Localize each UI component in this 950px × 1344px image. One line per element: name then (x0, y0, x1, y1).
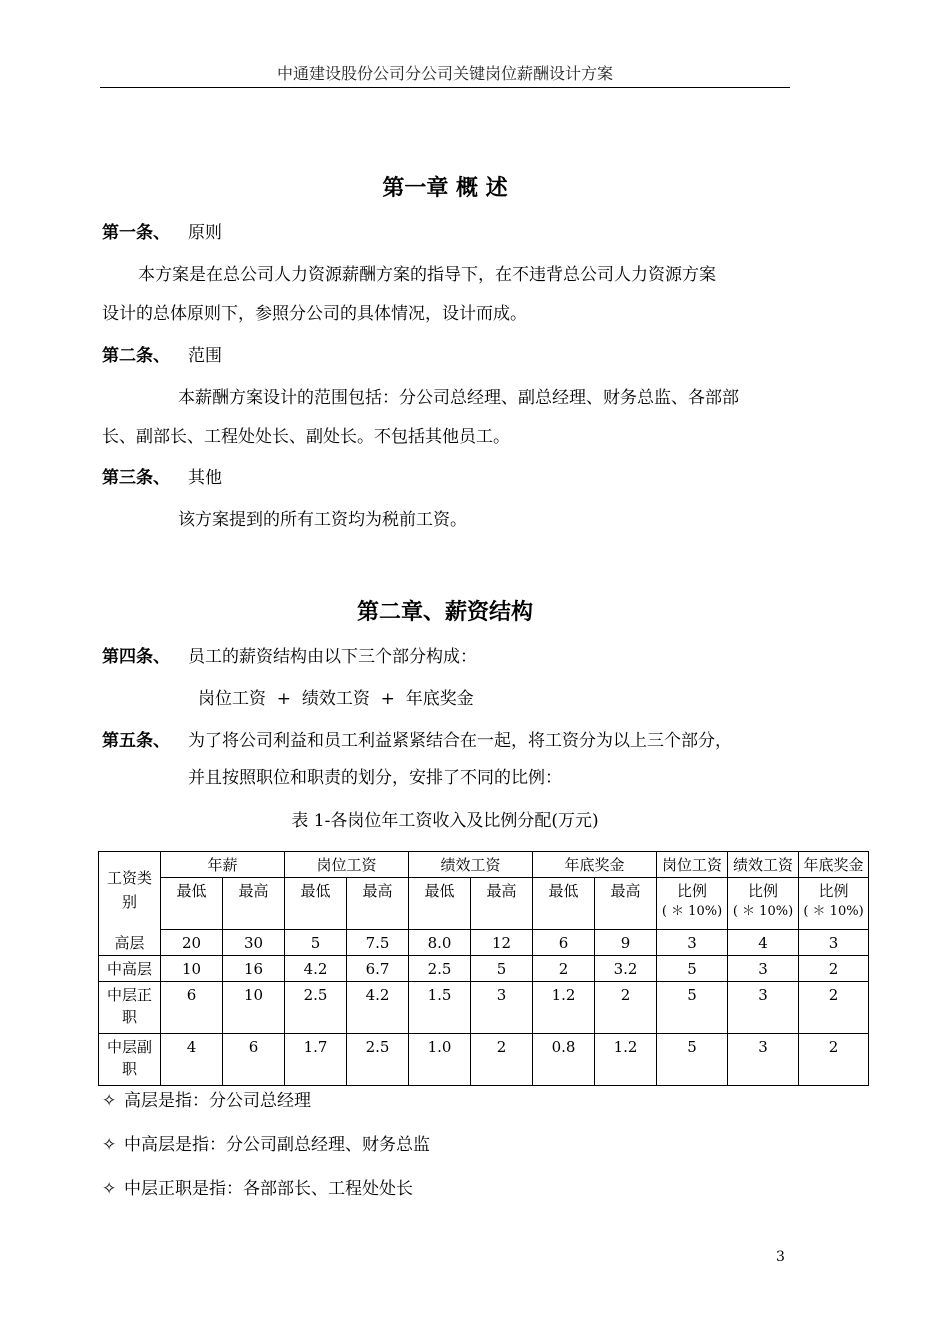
salary-formula: 岗位工资 + 绩效工资 + 年底奖金 (198, 689, 474, 709)
header-max: 最高 (595, 878, 657, 930)
table-cell: 5 (471, 956, 533, 982)
table-row (99, 930, 869, 956)
row-category-text: 中高层 (106, 960, 152, 978)
article2-label: 第二条、 (102, 346, 170, 366)
row-category (99, 956, 161, 982)
ratio-label: 比例 (818, 882, 849, 900)
table-cell: 5 (657, 982, 728, 1034)
table-cell: 10 (223, 982, 285, 1034)
article2-line2: 长、副部长、工程处处长、副处长。不包括其他员工。 (102, 427, 510, 447)
table-cell: 2 (595, 982, 657, 1034)
table-cell: 10 (161, 956, 223, 982)
ratio-label: 比例 (747, 882, 778, 900)
row-category-text: 中层正 (106, 986, 152, 1004)
article5-line1: 为了将公司利益和员工利益紧紧结合在一起，将工资分为以上三个部分， (188, 731, 732, 751)
article3-label: 第三条、 (102, 468, 170, 488)
table-cell: 5 (657, 1034, 728, 1086)
note-item (102, 1178, 413, 1200)
header-max: 最高 (347, 878, 409, 930)
table-cell: 3 (728, 982, 799, 1034)
note-item (102, 1134, 430, 1156)
diamond-bullet-icon: ✧ (102, 1135, 117, 1155)
table-cell: 6 (161, 982, 223, 1034)
header-ratio (657, 878, 728, 930)
article3-line1: 该方案提到的所有工资均为税前工资。 (178, 510, 467, 530)
header-rule (100, 87, 790, 88)
table-row (99, 982, 869, 1034)
table-cell: 4 (728, 930, 799, 956)
header-year-end-bonus: 年底奖金 (533, 852, 657, 878)
table-cell: 2.5 (347, 1034, 409, 1086)
table-cell: 9 (595, 930, 657, 956)
ratio-label: 比例 (676, 882, 707, 900)
row-category-text: 职 (121, 1060, 137, 1078)
header-performance-ratio: 绩效工资 (728, 852, 799, 878)
table-cell: 4.2 (347, 982, 409, 1034)
table-cell: 2.5 (409, 956, 471, 982)
header-max: 最高 (471, 878, 533, 930)
header-position-salary: 岗位工资 (285, 852, 409, 878)
article3-heading (102, 467, 222, 489)
table-cell: 5 (657, 956, 728, 982)
ratio-unit: ( ＊ 10%) (661, 904, 723, 919)
table-cell: 2 (471, 1034, 533, 1086)
row-category (99, 1034, 161, 1086)
article4-text: 员工的薪资结构由以下三个部分构成： (188, 647, 477, 667)
table-row (99, 1034, 869, 1086)
header-performance-salary: 绩效工资 (409, 852, 533, 878)
header-category-line1: 工资类 (106, 869, 152, 887)
table-caption: 表 1-各岗位年工资收入及比例分配(万元) (291, 811, 599, 831)
table-cell: 3.2 (595, 956, 657, 982)
table-header-row-2 (99, 878, 869, 930)
article1-label: 第一条、 (102, 223, 170, 243)
table-cell: 0.8 (533, 1034, 595, 1086)
note-text: 高层是指：分公司总经理 (124, 1091, 311, 1111)
running-header: 中通建设股份公司分公司关键岗位薪酬设计方案 (276, 64, 613, 83)
header-min: 最低 (409, 878, 471, 930)
article1-title: 原则 (188, 223, 222, 243)
table-cell: 7.5 (347, 930, 409, 956)
header-min: 最低 (533, 878, 595, 930)
table-cell: 1.0 (409, 1034, 471, 1086)
note-item (102, 1090, 311, 1112)
table-row (99, 956, 869, 982)
table-cell: 8.0 (409, 930, 471, 956)
row-category-text: 中层副 (106, 1038, 152, 1056)
article4 (102, 646, 477, 668)
table-cell: 12 (471, 930, 533, 956)
header-annual-salary: 年薪 (161, 852, 285, 878)
header-position-ratio: 岗位工资 (657, 852, 728, 878)
row-category (99, 930, 161, 956)
table-cell: 30 (223, 930, 285, 956)
header-category-line2: 别 (121, 893, 137, 911)
article2-title: 范围 (188, 346, 222, 366)
table-cell: 1.5 (409, 982, 471, 1034)
article5 (102, 730, 732, 752)
table-cell: 2 (799, 1034, 869, 1086)
table-cell: 2 (799, 956, 869, 982)
row-category (99, 982, 161, 1034)
table-cell: 2 (533, 956, 595, 982)
article5-line2: 并且按照职位和职责的划分，安排了不同的比例： (188, 768, 562, 788)
note-text: 中层正职是指：各部部长、工程处处长 (124, 1179, 413, 1199)
table-cell: 2 (799, 982, 869, 1034)
article1-line2: 设计的总体原则下，参照分公司的具体情况，设计而成。 (102, 304, 527, 324)
table-cell: 3 (728, 1034, 799, 1086)
header-min: 最低 (285, 878, 347, 930)
article1-line1: 本方案是在总公司人力资源薪酬方案的指导下，在不违背总公司人力资源方案 (138, 265, 716, 285)
diamond-bullet-icon: ✧ (102, 1179, 117, 1199)
table-cell: 6.7 (347, 956, 409, 982)
header-ratio (728, 878, 799, 930)
article1-heading (102, 222, 222, 244)
page-number: 3 (776, 1249, 785, 1265)
ratio-unit: ( ＊ 10%) (732, 904, 794, 919)
table-cell: 3 (471, 982, 533, 1034)
article4-label: 第四条、 (102, 647, 170, 667)
table-cell: 16 (223, 956, 285, 982)
article5-label: 第五条、 (102, 731, 170, 751)
header-max: 最高 (223, 878, 285, 930)
article2-heading (102, 345, 222, 367)
header-ratio (799, 878, 869, 930)
chapter1-title: 第一章 概 述 (382, 175, 508, 201)
ratio-unit: ( ＊ 10%) (803, 904, 864, 919)
table-cell: 3 (657, 930, 728, 956)
article3-title: 其他 (188, 468, 222, 488)
table-cell: 1.2 (595, 1034, 657, 1086)
table-cell: 1.7 (285, 1034, 347, 1086)
table-header-row-1 (99, 852, 869, 878)
header-min: 最低 (161, 878, 223, 930)
row-category-text: 职 (121, 1008, 137, 1026)
header-category (99, 852, 161, 930)
note-text: 中高层是指：分公司副总经理、财务总监 (124, 1135, 430, 1155)
table-cell: 6 (223, 1034, 285, 1086)
diamond-bullet-icon: ✧ (102, 1091, 117, 1111)
table-cell: 5 (285, 930, 347, 956)
table-cell: 4.2 (285, 956, 347, 982)
table-body (99, 930, 869, 1086)
article2-line1: 本薪酬方案设计的范围包括：分公司总经理、副总经理、财务总监、各部部 (178, 388, 739, 408)
chapter2-title: 第二章、薪资结构 (356, 599, 533, 625)
table-cell: 4 (161, 1034, 223, 1086)
row-category-text: 高层 (114, 933, 145, 952)
table-cell: 20 (161, 930, 223, 956)
salary-table (98, 851, 869, 1086)
header-bonus-ratio: 年底奖金 (799, 852, 869, 878)
table-cell: 3 (728, 956, 799, 982)
table-cell: 1.2 (533, 982, 595, 1034)
table-cell: 6 (533, 930, 595, 956)
table-cell: 3 (799, 930, 869, 956)
table-cell: 2.5 (285, 982, 347, 1034)
